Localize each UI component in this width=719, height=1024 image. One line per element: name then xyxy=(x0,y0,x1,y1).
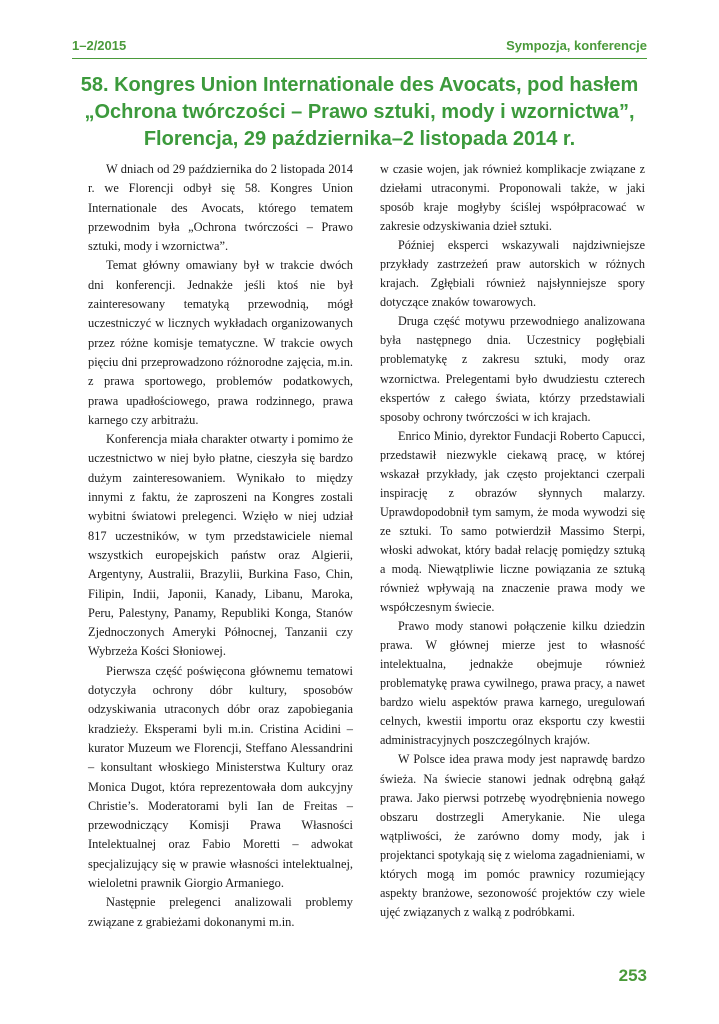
paragraph: Druga część motywu przewodniego analizowana była następnego dnia. Uczestnicy pogłębiali problematykę z zakresu sztuki, mody oraz wzornictwa. Prelegentami było dwudziestu czterech ekspertów z całego świata, którzy przedstawiali sposoby ochrony twórczości w ich krajach. xyxy=(380,314,645,424)
right-column xyxy=(380,160,645,922)
paragraph: w czasie wojen, jak również komplikacje związane z dziełami utraconymi. Proponowali także, w jaki sposób kraje mogłyby ściślej współpracować w zakresie odzyskiwania dzieł sztuki. xyxy=(380,162,645,234)
title-line-2: „Ochrona twórczości – Prawo sztuki, mody i wzornictwa”, xyxy=(84,101,635,123)
running-header xyxy=(72,38,647,58)
left-column xyxy=(88,160,353,932)
paragraph: Prawo mody stanowi połączenie kilku dziedzin prawa. W głównej mierze jest to własność intelektualna, jednakże obejmuje również problematykę prawa cywilnego, prawa pracy, a nawet bardzo wielu aspektów prawa karnego, uregulowań celnych, kwestii importu oraz eksportu czy kwestii administracyjnych poszczególnych krajów. xyxy=(380,619,645,748)
paragraph: Następnie prelegenci analizowali problemy związane z grabieżami dokonanymi m.in. xyxy=(88,895,353,929)
paragraph: Później eksperci wskazywali najdziwniejsze przykłady zastrzeżeń praw autorskich w różnych krajach. Zgłębiali również najsłynniejsze spory dotyczące znaków towarowych. xyxy=(380,238,645,310)
article-title xyxy=(72,72,647,153)
paragraph: Enrico Minio, dyrektor Fundacji Roberto Capucci, przedstawił niezwykle ciekawą pracę, w której wskazał przykłady, jak często projektanci czerpali inspirację z obrazów słynnych malarzy. Uprawdopodobnił tym samym, że moda wywodzi się ze sztuki. To samo potwierdził Massimo Sterpi, włoski adwokat, który badał relację pomiędzy sztuką a modą. Niewątpliwie liczne powiązania ze sztuką również wpływają na znaczenie prawa mody we współczesnym świecie. xyxy=(380,428,645,615)
section-name: Sympozja, konferencje xyxy=(506,38,647,53)
paragraph: Temat główny omawiany był w trakcie dwóch dni konferencji. Jednakże jeśli ktoś nie był zainteresowany tematyką przewodnią, mógł uczestniczyć w licznych wykładach organizowanych przez różne komisje tematyczne. W trakcie owych pięciu dni przeprowadzono różnorodne zajęcia, m.in. z prawa sportowego, problemów podatkowych, prawa upadłościowego, prawa rodzinnego, prawa karnego czy arbitrażu. xyxy=(88,258,353,427)
issue-number: 1–2/2015 xyxy=(72,38,127,53)
title-line-3: Florencja, 29 października–2 listopada 2014 r. xyxy=(143,128,576,150)
title-line-1: 58. Kongres Union Internationale des Avocats, pod hasłem xyxy=(80,74,639,96)
paragraph: W Polsce idea prawa mody jest naprawdę bardzo świeża. Na świecie stanowi jednak odrębną gałąź prawa. Jako pierwsi potrzebę wyodrębnienia nowego obszaru dostrzegli Amerykanie. Nie ulega wątpliwości, że zarówno domy mody, jak i projektanci spotykają się z wieloma zagadnieniami, w których mogą im pomóc prawnicy rozumiejący aspekty branżowe, sezonowość projektów czy wiele ujęć związanych z walką z podróbkami. xyxy=(380,752,645,919)
paragraph: W dniach od 29 października do 2 listopada 2014 r. we Florencji odbył się 58. Kongres Union Internationale des Avocats, którego tematem przewodnim była „Ochrona twórczości – Prawo sztuki, mody i wzornictwa”. xyxy=(88,162,353,254)
page-number: 253 xyxy=(618,966,647,985)
paragraph: Konferencja miała charakter otwarty i pomimo że uczestnictwo w niej było płatne, cieszyła się bardzo dużym zainteresowaniem. Wynikało to między innymi z faktu, że zaproszeni na Kongres zostali wybitni światowi prelegenci. Wzięło w niej udział 817 uczestników, w tym przedstawiciele niemal wszystkich europejskich państw oraz Algierii, Argentyny, Australii, Brazylii, Burkina Faso, Chin, Filipin, Indii, Japonii, Kanady, Libanu, Maroka, Peru, Palestyny, Panamy, Republiki Konga, Stanów Zjednoczonych Ameryki Północnej, Tanzanii czy Wybrzeża Kości Słoniowej. xyxy=(88,432,354,659)
header-divider xyxy=(72,58,647,59)
paragraph: Pierwsza część poświęcona głównemu tematowi dotyczyła ochrony dóbr kultury, sposobów odzyskiwania utraconych dóbr oraz zapobiegania kradzieży. Eksperami byli m.in. Cristina Acidini – kurator Muzeum we Florencji, Steffano Alessandrini – konsultant włoskiego Ministerstwa Kultury oraz Monica Dugot, która reprezentowała dom aukcyjny Christie’s. Moderatorami byli Ian de Freitas – przewodniczący Komisji Prawa Własności Intelektualnej oraz Fabio Moretti – adwokat specjalizujący się w prawie własności intelektualnej, wieloletni prawnik Giorgio Armaniego. xyxy=(88,663,353,890)
